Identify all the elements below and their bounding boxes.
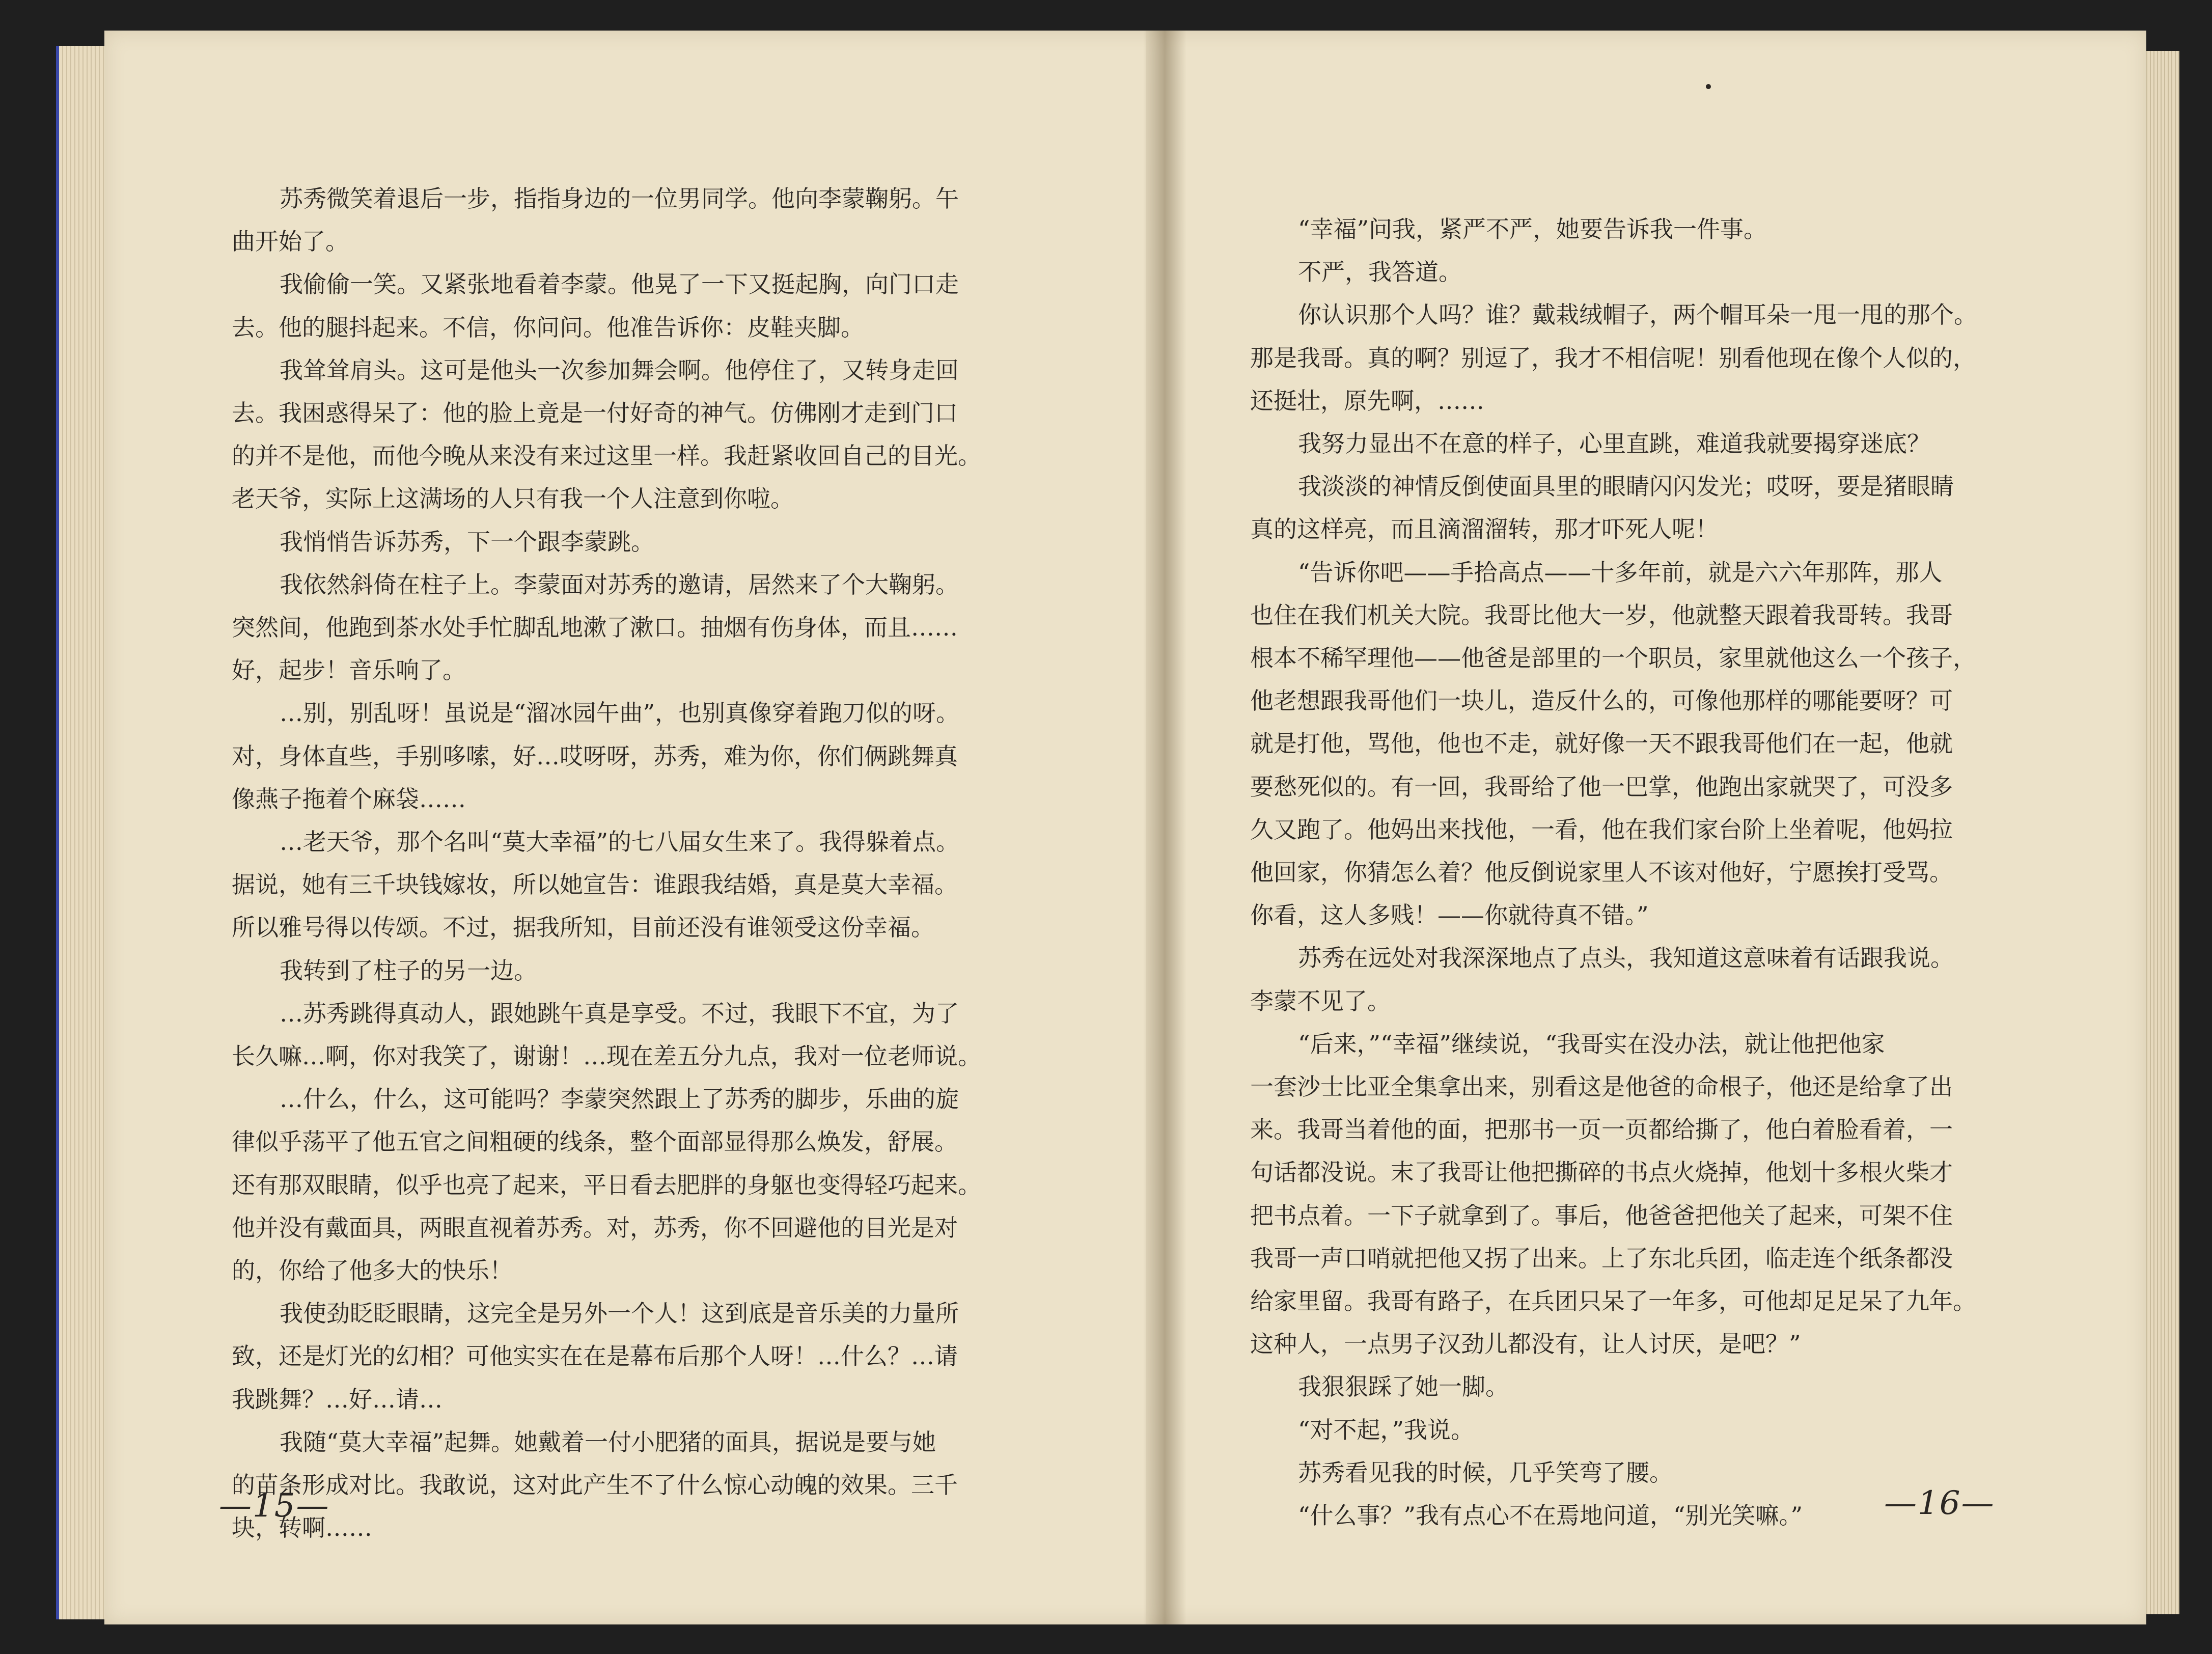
ink-speck <box>1706 84 1711 89</box>
text-line: 曲开始了。 <box>232 228 349 256</box>
text-line: …别，别乱呀！虽说是“溜冰园午曲”，也别真像穿着跑刀似的呀。 <box>280 699 960 727</box>
text-line: 我悄悄告诉苏秀，下一个跟李蒙跳。 <box>280 528 654 556</box>
text-line: 律似乎荡平了他五官之间粗硬的线条，整个面部显得那么焕发，舒展。 <box>232 1128 958 1156</box>
text-line: 我使劲眨眨眼睛，这完全是另外一个人！这到底是音乐美的力量所 <box>280 1300 959 1328</box>
text-line: 我淡淡的神情反倒使面具里的眼睛闪闪发光；哎呀，要是猪眼睛 <box>1298 473 1954 501</box>
text-line: 还挺壮，原先啊，…… <box>1250 387 1484 415</box>
text-line: 给家里留。我哥有路子，在兵团只呆了一年多，可他却足足呆了九年。 <box>1250 1287 1976 1315</box>
text-line: 好，起步！音乐响了。 <box>232 656 466 684</box>
text-line: 老天爷，实际上这满场的人只有我一个人注意到你啦。 <box>232 485 794 513</box>
text-line: 真的这样亮，而且滴溜溜转，那才吓死人呢！ <box>1250 515 1719 543</box>
text-line: 还有那双眼睛，似乎也亮了起来，平日看去肥胖的身躯也变得轻巧起来。 <box>232 1171 981 1199</box>
text-line: 就是打他，骂他，他也不走，就好像一天不跟我哥他们在一起，他就 <box>1250 730 1953 758</box>
text-line: 他老想跟我哥他们一块儿，造反什么的，可像他那样的哪能要呀？可 <box>1250 687 1953 715</box>
right-page-text <box>1250 208 2121 1537</box>
text-line: 一套沙士比亚全集拿出来，别看这是他爸的命根子，他还是给拿了出 <box>1250 1073 1953 1101</box>
text-line: …老天爷，那个名叫“莫大幸福”的七八届女生来了。我得躲着点。 <box>280 828 960 856</box>
text-line: 这种人，一点男子汉劲儿都没有，让人讨厌，是吧？” <box>1250 1330 1801 1358</box>
text-line: “后来，”“幸福”继续说，“我哥实在没办法，就让他把他家 <box>1298 1030 1885 1058</box>
text-line: 所以雅号得以传颂。不过，据我所知，目前还没有谁领受这份幸福。 <box>232 914 934 942</box>
text-line: 我随“莫大幸福”起舞。她戴着一付小肥猪的面具，据说是要与她 <box>280 1428 936 1456</box>
page-number-right: —16— <box>1884 1484 1995 1522</box>
text-line: 我偷偷一笑。又紧张地看着李蒙。他晃了一下又挺起胸，向门口走 <box>280 270 959 298</box>
page-number-left: —15— <box>219 1487 330 1525</box>
text-line: 像燕子拖着个麻袋…… <box>232 785 466 813</box>
text-line: 的苗条形成对比。我敢说，这对此产生不了什么惊心动魄的效果。三千 <box>232 1471 958 1499</box>
text-line: 我哥一声口哨就把他又拐了出来。上了东北兵团，临走连个纸条都没 <box>1250 1244 1953 1272</box>
text-line: 去。他的腿抖起来。不信，你问问。他准告诉你：皮鞋夹脚。 <box>232 313 864 341</box>
text-line: 我耸耸肩头。这可是他头一次参加舞会啊。他停住了，又转身走回 <box>280 356 959 384</box>
text-line: “告诉你吧——手拾高点——十多年前，就是六六年那阵，那人 <box>1298 558 1943 586</box>
text-line: 他并没有戴面具，两眼直视着苏秀。对，苏秀，你不回避他的目光是对 <box>232 1214 958 1242</box>
text-line: 要愁死似的。有一回，我哥给了他一巴掌，他跑出家就哭了，可没多 <box>1250 773 1953 801</box>
text-line: 李蒙不见了。 <box>1250 987 1391 1015</box>
text-line: 去。我困惑得呆了：他的脸上竟是一付好奇的神气。仿佛刚才走到门口 <box>232 399 958 427</box>
text-line: 的并不是他，而他今晚从来没有来过这里一样。我赶紧收回自己的目光。 <box>232 442 981 470</box>
text-line: 不严，我答道。 <box>1298 258 1462 286</box>
text-line: 对，身体直些，手别哆嗦，好…哎呀呀，苏秀，难为你，你们俩跳舞真 <box>232 742 958 770</box>
text-line: 长久嘛…啊，你对我笑了，谢谢！…现在差五分九点，我对一位老师说。 <box>232 1042 981 1070</box>
text-line: 我跳舞？…好…请… <box>232 1385 443 1413</box>
text-line: 句话都没说。末了我哥让他把撕碎的书点火烧掉，他划十多根火柴才 <box>1250 1159 1953 1187</box>
text-line: 你看，这人多贱！——你就待真不错。” <box>1250 901 1649 929</box>
text-line: 块，转啊…… <box>232 1514 372 1542</box>
text-line: 苏秀看见我的时候，几乎笑弯了腰。 <box>1298 1458 1673 1486</box>
text-line: 突然间，他跑到茶水处手忙脚乱地漱了漱口。抽烟有伤身体，而且…… <box>232 614 958 642</box>
text-line: 苏秀微笑着退后一步，指指身边的一位男同学。他向李蒙鞠躬。午 <box>280 185 959 212</box>
text-line: “什么事？”我有点心不在焉地问道，“别光笑嘛。” <box>1298 1502 1803 1530</box>
text-line: 你认识那个人吗？谁？戴栽绒帽子，两个帽耳朵一甩一甩的那个。 <box>1298 301 1977 329</box>
text-line: 苏秀在远处对我深深地点了点头，我知道这意味着有话跟我说。 <box>1298 944 1954 972</box>
text-line: “幸福”问我，紧严不严，她要告诉我一件事。 <box>1298 215 1767 243</box>
text-line: …什么，什么，这可能吗？李蒙突然跟上了苏秀的脚步，乐曲的旋 <box>280 1085 959 1113</box>
text-line: 致，还是灯光的幻相？可他实实在在是幕布后那个人呀！…什么？…请 <box>232 1342 958 1370</box>
text-line: 那是我哥。真的啊？别逗了，我才不相信呢！别看他现在像个人似的， <box>1250 344 1976 372</box>
text-line: 据说，她有三千块钱嫁妆，所以她宣告：谁跟我结婚，真是莫大幸福。 <box>232 871 958 899</box>
text-line: 我努力显出不在意的样子，心里直跳，难道我就要揭穿迷底？ <box>1298 430 1930 458</box>
text-line: 把书点着。一下子就拿到了。事后，他爸爸把他关了起来，可架不住 <box>1250 1201 1953 1229</box>
text-line: 我转到了柱子的另一边。 <box>280 956 537 984</box>
text-line: 久又跑了。他妈出来找他，一看，他在我们家台阶上坐着呢，他妈拉 <box>1250 815 1953 843</box>
text-line: “对不起，”我说。 <box>1298 1416 1475 1444</box>
text-line: 我狠狠踩了她一脚。 <box>1298 1373 1509 1401</box>
text-line: 他回家，你猜怎么着？他反倒说家里人不该对他好，宁愿挨打受骂。 <box>1250 859 1953 887</box>
text-line: 我依然斜倚在柱子上。李蒙面对苏秀的邀请，居然来了个大鞠躬。 <box>280 570 959 598</box>
book-gutter <box>1143 31 1186 1624</box>
text-line: 来。我哥当着他的面，把那书一页一页都给撕了，他白着脸看着，一 <box>1250 1116 1953 1144</box>
text-line: 根本不稀罕理他——他爸是部里的一个职员，家里就他这么一个孩子， <box>1250 644 1976 672</box>
right-page-edges <box>2144 51 2179 1614</box>
left-page-text <box>232 177 1133 1550</box>
text-line: …苏秀跳得真动人，跟她跳午真是享受。不过，我眼下不宜，为了 <box>280 999 959 1027</box>
text-line: 也住在我们机关大院。我哥比他大一岁，他就整天跟着我哥转。我哥 <box>1250 601 1953 629</box>
text-line: 的，你给了他多大的快乐！ <box>232 1257 513 1285</box>
